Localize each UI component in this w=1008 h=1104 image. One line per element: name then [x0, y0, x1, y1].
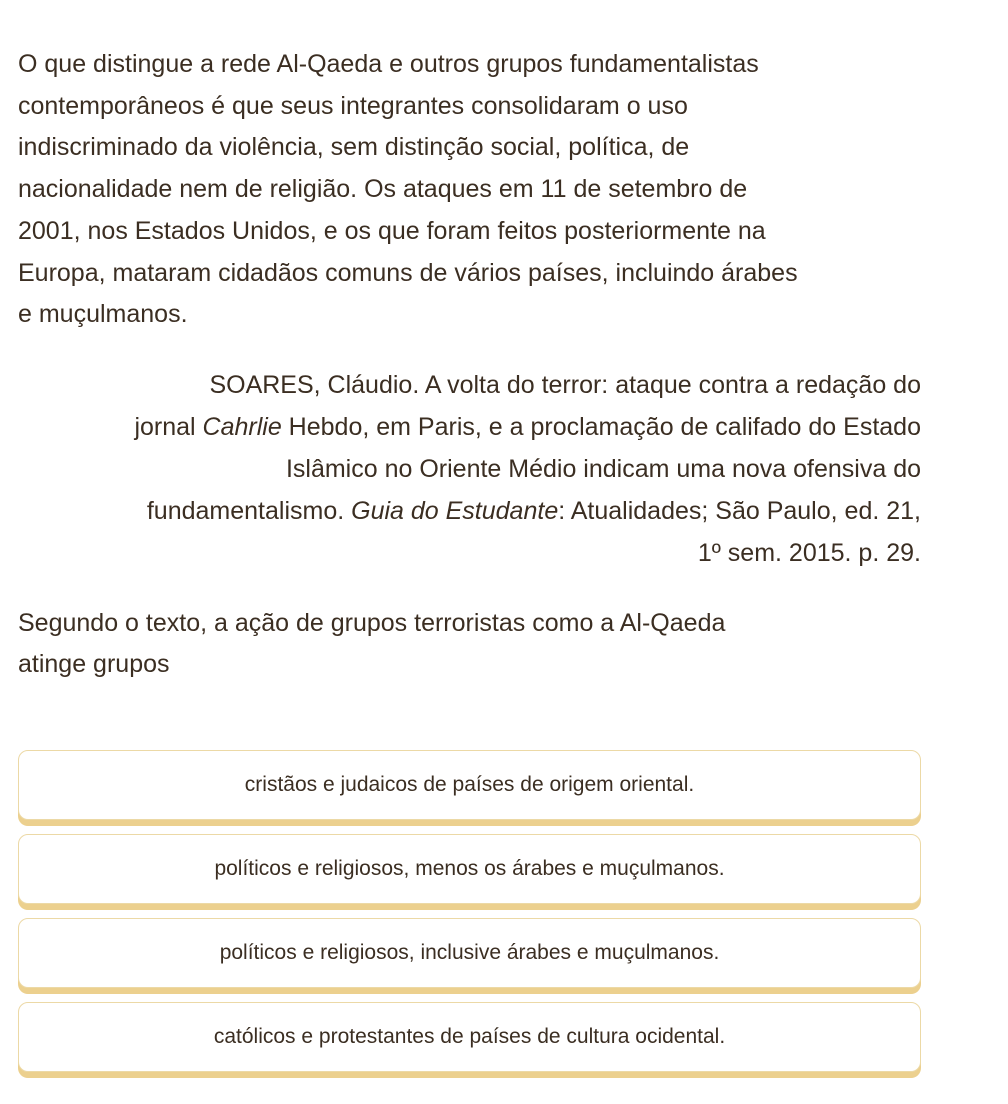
passage-line: e muçulmanos.: [18, 300, 188, 329]
passage-line: Europa, mataram cidadãos comuns de vários países, incluindo árabes: [18, 258, 798, 287]
source-citation: [18, 364, 921, 574]
citation-text: : Atualidades; São Paulo, ed. 21,: [558, 497, 921, 525]
citation-italic: Cahrlie: [202, 413, 282, 441]
question-line: atinge grupos: [18, 650, 170, 678]
citation-text: fundamentalismo.: [146, 497, 352, 525]
question-prompt: [18, 603, 918, 685]
passage-line: contemporâneos é que seus integrantes consolidaram o uso: [18, 91, 688, 120]
citation-line: Islâmico no Oriente Médio indicam uma nova ofensiva do: [285, 455, 921, 483]
answer-option-3[interactable]: [18, 918, 921, 988]
citation-text: Hebdo, em Paris, e a proclamação de califado do Estado: [281, 413, 921, 441]
answer-option-2[interactable]: [18, 834, 921, 904]
answer-option-label: políticos e religiosos, inclusive árabes e muçulmanos.: [219, 941, 720, 964]
answer-option-label: católicos e protestantes de países de cultura ocidental.: [213, 1025, 726, 1048]
answer-option-1[interactable]: [18, 750, 921, 820]
citation-italic: Guia do Estudante: [351, 497, 559, 525]
answer-option-4[interactable]: [18, 1002, 921, 1072]
answer-options: [18, 750, 921, 1086]
passage-line: indiscriminado da violência, sem distinção social, política, de: [18, 133, 690, 162]
answer-option-label: cristãos e judaicos de países de origem oriental.: [244, 773, 695, 796]
passage-line: 2001, nos Estados Unidos, e os que foram feitos posteriormente na: [18, 216, 766, 245]
citation-line: 1º sem. 2015. p. 29.: [697, 539, 921, 567]
citation-line: SOARES, Cláudio. A volta do terror: ataque contra a redação do: [209, 371, 921, 399]
citation-text: jornal: [134, 413, 203, 441]
passage-line: nacionalidade nem de religião. Os ataques em 11 de setembro de: [18, 175, 748, 204]
question-line: Segundo o texto, a ação de grupos terroristas como a Al-Qaeda: [18, 609, 726, 637]
answer-option-label: políticos e religiosos, menos os árabes e muçulmanos.: [214, 857, 725, 880]
passage-text: [18, 44, 918, 336]
passage-line: O que distingue a rede Al-Qaeda e outros grupos fundamentalistas: [18, 50, 759, 78]
